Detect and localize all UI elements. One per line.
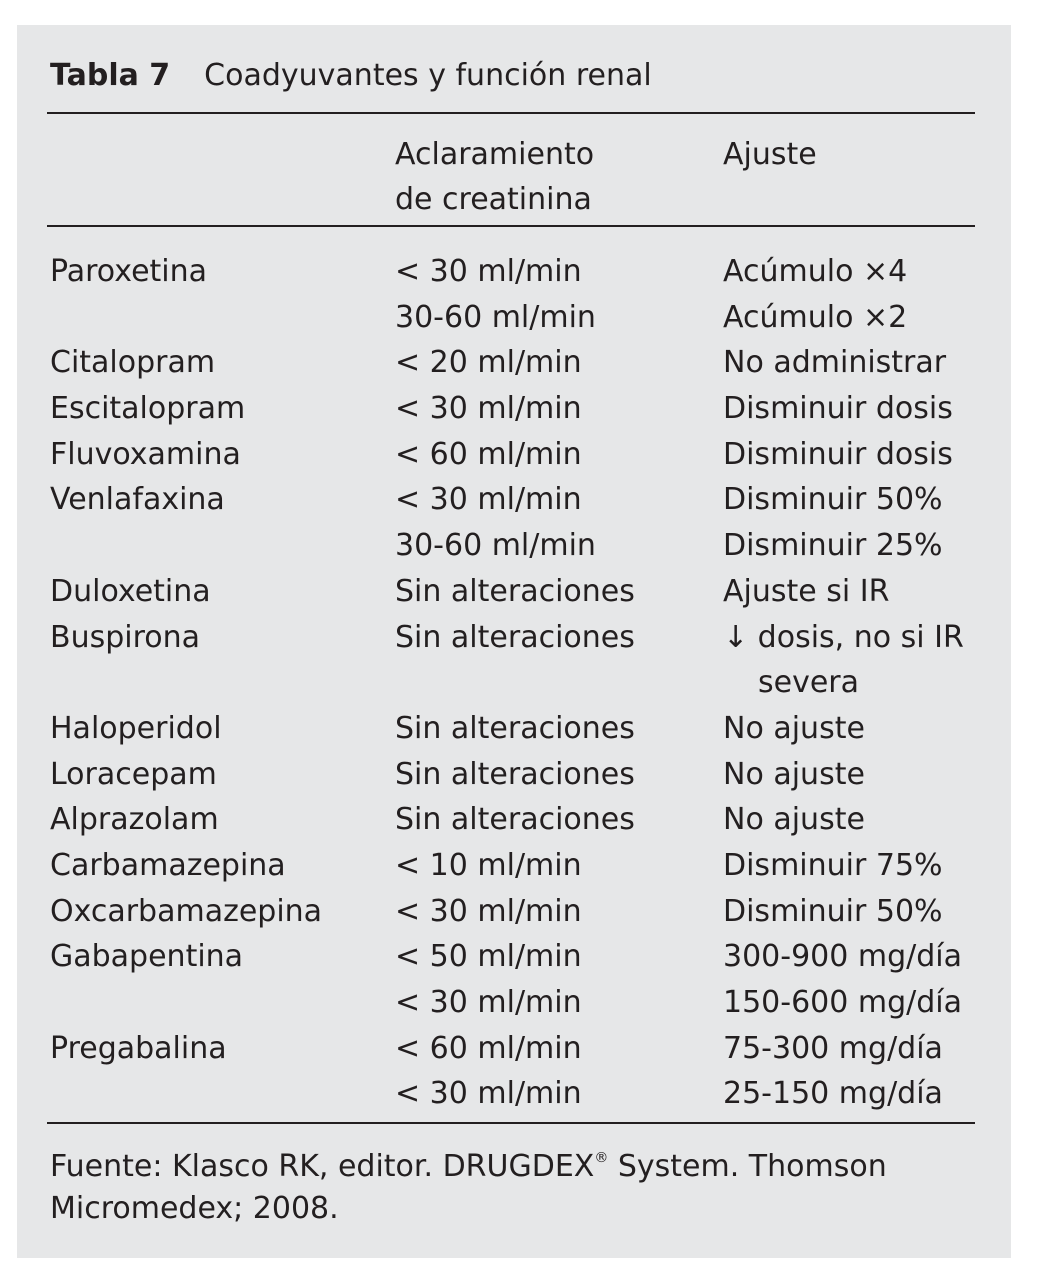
clearance-cell: < 30 ml/min bbox=[395, 254, 582, 289]
clearance-cell: < 20 ml/min bbox=[395, 345, 582, 381]
drug-cell: Venlafaxina bbox=[50, 482, 225, 518]
drug-cell: Pregabalina bbox=[50, 1030, 227, 1066]
top-rule bbox=[47, 112, 975, 114]
adjustment-cell: 75-300 mg/día bbox=[723, 1030, 943, 1066]
adjustment-cell: 300-900 mg/día bbox=[723, 939, 963, 975]
adjustment-line2: severa bbox=[758, 665, 860, 701]
adjustment-cell: Acúmulo ×2 bbox=[723, 299, 908, 335]
clearance-cell: < 30 ml/min bbox=[395, 391, 582, 427]
table-row bbox=[50, 249, 980, 295]
adjustment-cell: Disminuir 50% bbox=[723, 482, 943, 518]
table-row bbox=[50, 889, 980, 935]
drug-cell: Fluvoxamina bbox=[50, 436, 241, 472]
drug-cell: Oxcarbamazepina bbox=[50, 893, 323, 929]
table-row bbox=[50, 934, 980, 980]
clearance-cell: Sin alteraciones bbox=[395, 756, 635, 792]
bottom-rule bbox=[47, 1122, 975, 1124]
table-label: Tabla 7 bbox=[50, 58, 171, 93]
drug-cell: Gabapentina bbox=[50, 939, 244, 975]
clearance-cell: 30-60 ml/min bbox=[395, 299, 596, 335]
drug-cell: Paroxetina bbox=[50, 254, 208, 289]
table-row bbox=[50, 797, 980, 843]
source-note: Fuente: Klasco RK, editor. DRUGDEX® System. Thomson Micromedex; 2008. bbox=[50, 1149, 887, 1226]
adjustment-cell: Disminuir 75% bbox=[723, 847, 943, 883]
clearance-cell: < 10 ml/min bbox=[395, 847, 582, 883]
drug-cell: Carbamazepina bbox=[50, 847, 286, 883]
clearance-cell: < 30 ml/min bbox=[395, 482, 582, 518]
adjustment-cell: Disminuir 50% bbox=[723, 893, 943, 929]
clearance-cell: 30-60 ml/min bbox=[395, 528, 596, 564]
table-panel bbox=[17, 25, 1011, 1258]
header-rule bbox=[47, 225, 975, 227]
adjustment-cell: 25-150 mg/día bbox=[723, 1076, 943, 1112]
adjustment-cell: Acúmulo ×4 bbox=[723, 254, 908, 289]
adjustment-cell: Disminuir 25% bbox=[723, 528, 943, 564]
table-body bbox=[50, 249, 980, 1117]
clearance-cell: Sin alteraciones bbox=[395, 710, 635, 746]
drug-cell: Duloxetina bbox=[50, 573, 211, 609]
header-clearance: Aclaramiento de creatinina bbox=[395, 137, 595, 217]
adjustment-cell: 150-600 mg/día bbox=[723, 985, 963, 1021]
registered-mark: ® bbox=[594, 1150, 609, 1166]
adjustment-cell: Disminuir dosis bbox=[723, 391, 953, 427]
adjustment-line1: ↓ dosis, no si IR bbox=[723, 619, 964, 655]
drug-cell: Haloperidol bbox=[50, 710, 222, 746]
adjustment-cell: No ajuste bbox=[723, 710, 865, 746]
adjustment-cell: No administrar bbox=[723, 345, 947, 381]
table-row bbox=[50, 615, 980, 706]
table-caption: Coadyuvantes y función renal bbox=[204, 58, 652, 93]
table-row bbox=[50, 1026, 980, 1072]
table-row bbox=[50, 523, 980, 569]
clearance-cell: Sin alteraciones bbox=[395, 619, 635, 655]
table-row bbox=[50, 295, 980, 341]
table-title bbox=[50, 56, 652, 96]
table-row bbox=[50, 1071, 980, 1117]
table-row bbox=[50, 477, 980, 523]
table-row bbox=[50, 569, 980, 615]
table-row bbox=[50, 980, 980, 1026]
drug-cell: Escitalopram bbox=[50, 391, 246, 427]
drug-cell: Loracepam bbox=[50, 756, 217, 792]
table-row bbox=[50, 843, 980, 889]
clearance-cell: < 60 ml/min bbox=[395, 1030, 582, 1066]
adjustment-cell: Ajuste si IR bbox=[723, 573, 890, 609]
adjustment-cell: No ajuste bbox=[723, 802, 865, 838]
table-row bbox=[50, 752, 980, 798]
table-row bbox=[50, 386, 980, 432]
clearance-cell: < 30 ml/min bbox=[395, 985, 582, 1021]
drug-cell: Buspirona bbox=[50, 619, 201, 655]
table-row bbox=[50, 340, 980, 386]
clearance-cell: < 30 ml/min bbox=[395, 893, 582, 929]
table-row bbox=[50, 706, 980, 752]
adjustment-cell bbox=[723, 615, 980, 706]
clearance-cell: < 60 ml/min bbox=[395, 436, 582, 472]
drug-cell: Citalopram bbox=[50, 345, 216, 381]
drug-cell: Alprazolam bbox=[50, 802, 219, 838]
table-row bbox=[50, 432, 980, 478]
clearance-cell: < 50 ml/min bbox=[395, 939, 582, 975]
clearance-cell: < 30 ml/min bbox=[395, 1076, 582, 1112]
adjustment-cell: No ajuste bbox=[723, 756, 865, 792]
clearance-cell: Sin alteraciones bbox=[395, 802, 635, 838]
clearance-cell: Sin alteraciones bbox=[395, 573, 635, 609]
header-adjustment: Ajuste bbox=[723, 137, 817, 172]
adjustment-cell: Disminuir dosis bbox=[723, 436, 953, 472]
